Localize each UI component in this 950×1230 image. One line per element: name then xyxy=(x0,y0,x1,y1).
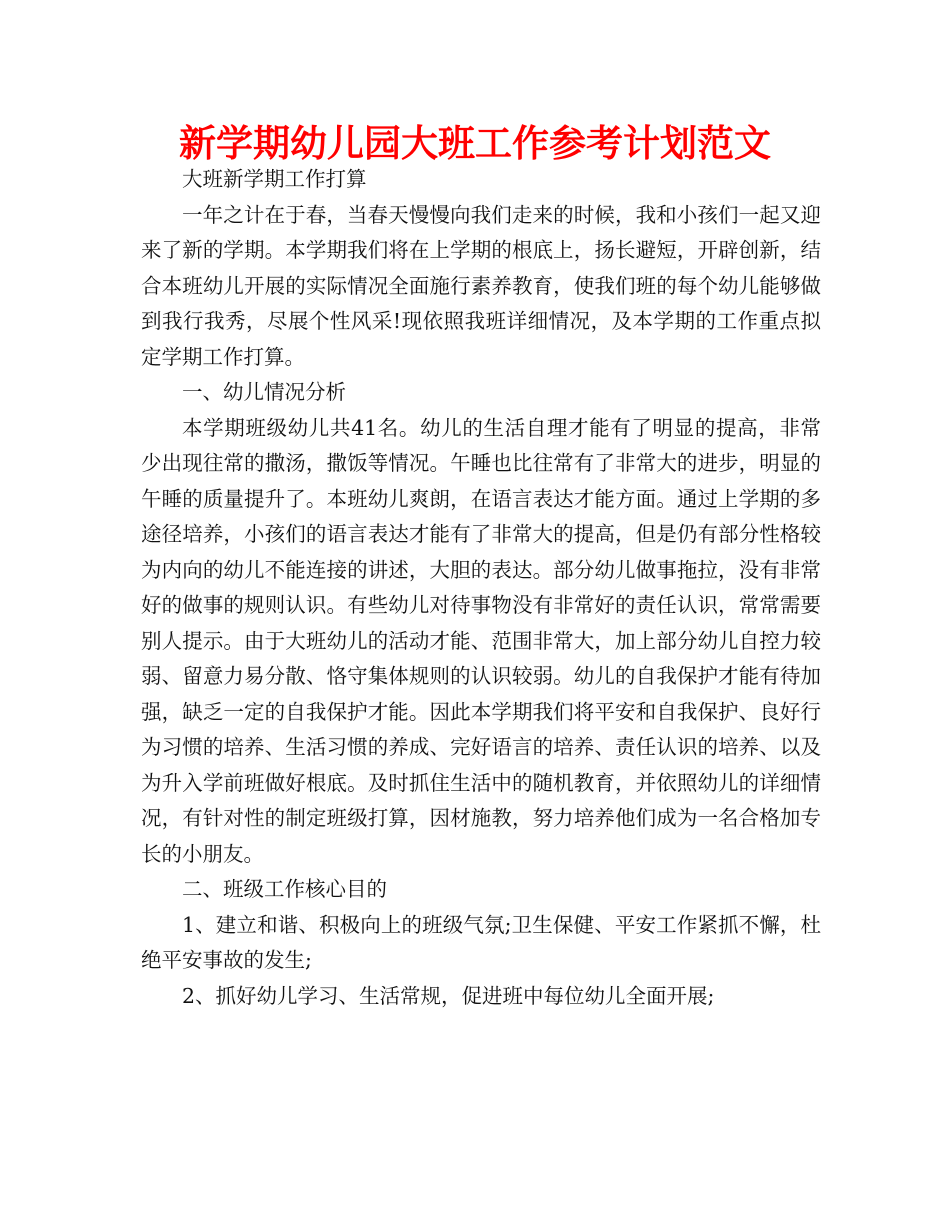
list-item: 2、抓好幼儿学习、生活常规，促进班中每位幼儿全面开展; xyxy=(182,983,715,1008)
document-title: 新学期幼儿园大班工作参考计划范文 xyxy=(179,122,771,165)
paragraph-analysis: 本学期班级幼儿共41名。幼儿的生活自理才能有了明显的提高，非常少出现往常的撒汤，撒饭等情况。午睡也比往常有了非常大的进步，明显的午睡的质量提升了。本班幼儿爽朗，在语言表达才能方面。通过上学期的多途径培养，小孩们的语言表达才能有了非常大的提高，但是仍有部分性格较为内向的幼儿不能连接的讲述，大胆的表达。部分幼儿做事拖拉，没有非常好的做事的规则认识。有些幼儿对待事物没有非常好的责任认识，常常需要别人提示。由于大班幼儿的活动才能、范围非常大，加上部分幼儿自控力较弱、留意力易分散、恪守集体规则的认识较弱。幼儿的自我保护才能有待加强，缺乏一定的自我保护才能。因此本学期我们将平安和自我保护、良好行为习惯的培养、生活习惯的养成、完好语言的培养、责任认识的培养、以及为升入学前班做好根底。及时抓住生活中的随机教育，并依照幼儿的详细情况，有针对性的制定班级打算，因材施教，努力培养他们成为一名合格加专长的小朋友。 xyxy=(141,415,821,866)
section-heading: 一、幼儿情况分析 xyxy=(182,380,346,404)
document-body xyxy=(141,162,821,1014)
section-heading: 大班新学期工作打算 xyxy=(182,167,367,191)
section-heading: 二、班级工作核心目的 xyxy=(182,877,387,901)
list-item: 1、建立和谐、积极向上的班级气氛;卫生保健、平安工作紧抓不懈，杜绝平安事故的发生; xyxy=(141,912,821,972)
paragraph-intro: 一年之计在于春，当春天慢慢向我们走来的时候，我和小孩们一起又迎来了新的学期。本学期我们将在上学期的根底上，扬长避短，开辟创新，结合本班幼儿开展的实际情况全面施行素养教育，使我们班的每个幼儿能够做到我行我秀，尽展个性风采!现依照我班详细情况，及本学期的工作重点拟定学期工作打算。 xyxy=(141,202,821,369)
